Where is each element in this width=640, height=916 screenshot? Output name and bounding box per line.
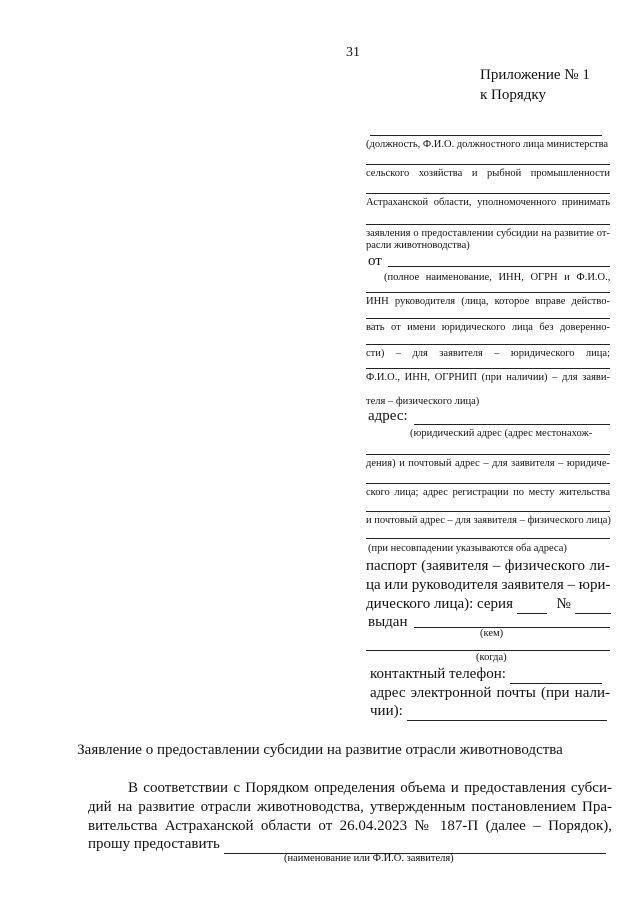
appendix-label: Приложение № 1 — [480, 67, 590, 83]
phone-field — [510, 666, 602, 684]
phone-row — [370, 666, 602, 684]
from-hint-1: (полное наименование, ИНН, ОГРН и Ф.И.О., — [384, 272, 611, 283]
line — [366, 318, 610, 319]
email-label-1: адрес электронной почты (при нали- — [370, 685, 610, 701]
passport-line-1: паспорт (заявителя – физического ли- — [366, 558, 610, 574]
page-number: 31 — [346, 45, 360, 60]
body-line-1: В соответствии с Порядком определения объема и предоставления субси- — [128, 780, 612, 796]
body-line-4: прошу предоставить — [88, 836, 220, 852]
number-field — [575, 596, 611, 614]
issued-label: выдан — [368, 614, 408, 630]
recipient-hint-5: расли животноводства) — [366, 240, 470, 251]
line — [366, 292, 610, 293]
passport-series-row — [366, 596, 611, 614]
applicant-field — [224, 836, 606, 854]
address-label: адрес: — [368, 408, 408, 424]
line — [366, 454, 610, 455]
line — [366, 483, 610, 484]
line — [366, 164, 610, 165]
body-request-row — [88, 836, 606, 854]
line — [366, 368, 610, 369]
address-hint-2: дения) и почтовый адрес – для заявителя – юридиче- — [366, 458, 610, 469]
applicant-hint: (наименование или Ф.И.О. заявителя) — [284, 853, 454, 864]
from-hint-5: Ф.И.О., ИНН, ОГРНИП (при наличии) – для заяви- — [366, 372, 610, 383]
line — [388, 266, 610, 267]
recipient-hint-1: (должность, Ф.И.О. должностного лица министерства — [366, 139, 609, 150]
series-field — [517, 596, 547, 614]
line — [414, 424, 610, 425]
line — [366, 650, 610, 651]
recipient-hint-3: Астраханской области, уполномоченного принимать — [366, 197, 610, 208]
email-field — [407, 703, 607, 721]
issued-by-hint: (кем) — [480, 628, 504, 639]
email-row — [370, 703, 607, 721]
recipient-hint-2: сельского хозяйства и рыбной промышленности — [366, 168, 610, 179]
line — [366, 538, 610, 539]
email-label-2: чии): — [370, 703, 403, 719]
body-line-3: вительства Астраханской области от 26.04.2023 № 187-П (далее – Порядок), — [88, 818, 612, 834]
line — [366, 224, 610, 225]
line — [366, 511, 610, 512]
from-hint-4: сти) – для заявителя – юридического лица; — [366, 348, 610, 359]
from-hint-3: вать от имени юридического лица без доверенно- — [366, 322, 610, 333]
recipient-hint-4: заявления о предоставлении субсидии на развитие от- — [366, 228, 610, 239]
line — [414, 627, 610, 628]
document-title: Заявление о предоставлении субсидии на развитие отрасли животноводства — [77, 742, 563, 758]
from-label: от — [368, 253, 382, 269]
line — [366, 344, 610, 345]
address-hint-5: (при несовпадении указываются оба адреса) — [368, 543, 567, 554]
passport-series-label: дического лица): серия — [366, 596, 513, 612]
body-line-2: дий на развитие отрасли животноводства, утвержденным постановлением Пра- — [88, 799, 612, 815]
address-hint-4: и почтовый адрес – для заявителя – физического лица) — [366, 515, 611, 526]
from-hint-2: ИНН руководителя (лица, которое вправе действо- — [366, 296, 610, 307]
address-hint-3: ского лица; адрес регистрации по месту жительства — [366, 487, 610, 498]
appendix-order: к Порядку — [480, 87, 546, 103]
line — [366, 193, 610, 194]
passport-number-label: № — [556, 596, 571, 612]
issued-when-hint: (когда) — [476, 652, 507, 663]
passport-line-2: ца или руководителя заявителя – юри- — [366, 577, 611, 593]
from-hint-6: теля – физического лица) — [366, 396, 480, 407]
phone-label: контактный телефон: — [370, 666, 506, 682]
address-hint-1: (юридический адрес (адрес местонахож- — [410, 428, 593, 439]
line — [370, 135, 602, 136]
